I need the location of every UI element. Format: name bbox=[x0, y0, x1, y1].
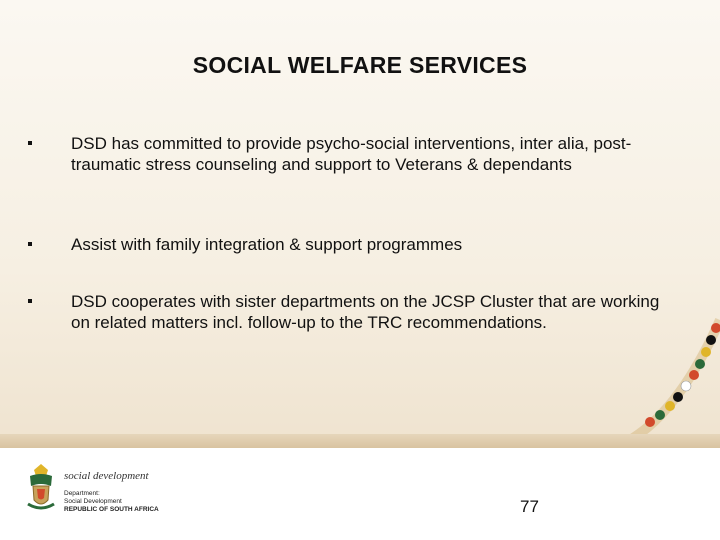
bullet-dot-icon bbox=[28, 141, 32, 145]
logo-name: social development bbox=[64, 470, 149, 482]
bullet-text: DSD cooperates with sister departments on the JCSP Cluster that are working on related matters incl. follow-up to the TRC recommendations. bbox=[71, 292, 660, 332]
bullet-dot-icon bbox=[28, 242, 32, 246]
slide-footer bbox=[0, 448, 720, 540]
bottom-rule bbox=[0, 434, 720, 448]
bullet-text: Assist with family integration & support programmes bbox=[71, 235, 463, 254]
slide-title: SOCIAL WELFARE SERVICES bbox=[192, 52, 528, 78]
logo-country: REPUBLIC OF SOUTH AFRICA bbox=[64, 506, 159, 513]
logo-department-label: Department: bbox=[64, 490, 100, 497]
logo-department-name: Social Development bbox=[64, 498, 122, 505]
page-number: 77 bbox=[520, 497, 539, 516]
bullet-text: DSD has committed to provide psycho-social interventions, inter alia, post-traumatic stress counseling and support to Veterans & dependants bbox=[71, 134, 632, 174]
bullet-dot-icon bbox=[28, 299, 32, 303]
coat-of-arms-icon bbox=[24, 462, 58, 514]
